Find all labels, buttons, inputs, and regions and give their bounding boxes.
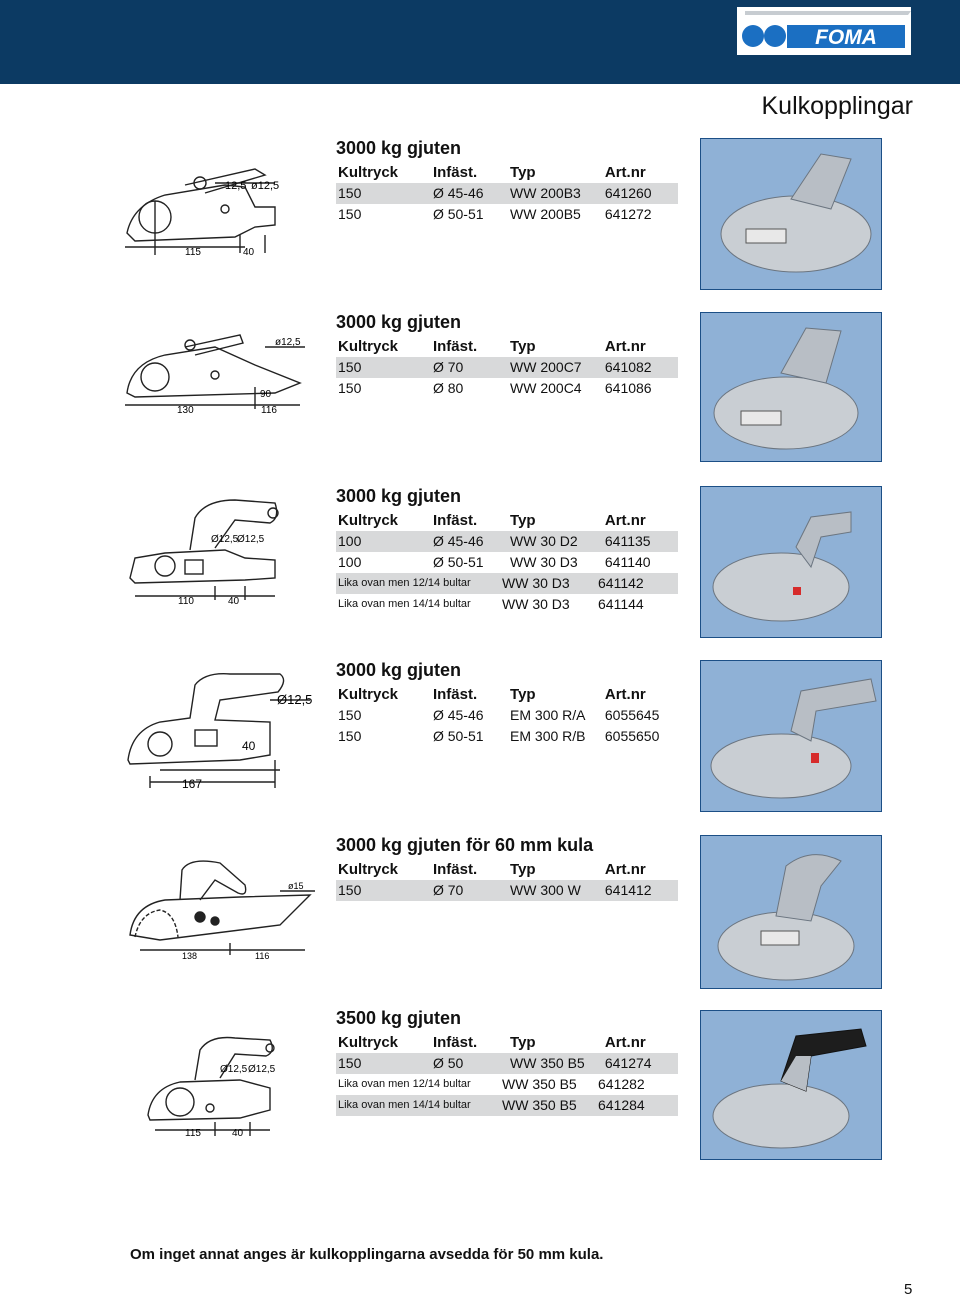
drawing-dim: 115 <box>185 1128 201 1139</box>
col-infast: Infäst. <box>432 164 478 181</box>
drawing-dim: 40 <box>242 739 256 753</box>
table-header: Kultryck Infäst. Typ Art.nr <box>338 512 646 529</box>
technical-drawing-3 <box>125 488 290 608</box>
drawing-dim: 90 <box>260 389 272 400</box>
product-section-2 <box>336 308 678 399</box>
product-section-5 <box>336 831 678 901</box>
drawing-dim: 12,5 <box>225 180 247 192</box>
drawing-dim: 138 <box>182 951 198 961</box>
table-row: 150 Ø 45-46 EM 300 R/A 6055645 <box>338 707 660 723</box>
table-header: Kultryck Infäst. Typ Art.nr <box>338 338 646 355</box>
drawing-dim: Ø12,5 <box>248 1064 276 1075</box>
product-photo-3 <box>700 486 882 638</box>
technical-drawing-2 <box>115 325 310 420</box>
header-bar <box>0 0 960 84</box>
drawing-dim: ø12,5 <box>251 180 280 192</box>
table-header: Kultryck Infäst. Typ Art.nr <box>338 686 646 703</box>
table-row: Lika ovan men 14/14 bultar WW 30 D3 641144 <box>338 596 644 612</box>
col-typ: Typ <box>510 164 536 181</box>
drawing-dim: 40 <box>232 1128 244 1139</box>
section-title: 3500 kg gjuten <box>336 1008 462 1028</box>
product-photo-5 <box>700 835 882 989</box>
table-row: 150 Ø 70 WW 200C7 641082 <box>336 357 678 378</box>
product-section-6 <box>336 1004 678 1116</box>
drawing-dim: Ø12,5 <box>220 1064 248 1075</box>
col-artnr: Art.nr <box>604 164 646 181</box>
section-title: 3000 kg gjuten <box>336 660 462 680</box>
table-row: 100 Ø 50-51 WW 30 D3 641140 <box>338 554 651 570</box>
drawing-dim: 116 <box>255 951 270 961</box>
table-header: Kultryck Infäst. Typ Art.nr <box>338 861 646 878</box>
product-photo-4 <box>700 660 882 812</box>
table-row: 150 Ø 50 WW 350 B5 641274 <box>336 1053 678 1074</box>
foma-logo <box>735 5 913 57</box>
technical-drawing-4 <box>120 660 320 795</box>
drawing-dim: Ø12,5 <box>277 692 313 707</box>
table-row: 100 Ø 45-46 WW 30 D2 641135 <box>336 531 678 552</box>
table-row: 150 Ø 70 WW 300 W 641412 <box>336 880 678 901</box>
table-row: Lika ovan men 12/14 bultar WW 30 D3 641142 <box>336 573 678 594</box>
technical-drawing-6 <box>140 1030 290 1140</box>
table-row: 150 Ø 50-51 WW 200B5 641272 <box>338 206 652 222</box>
table-row: 150 Ø 45-46 WW 200B3 641260 <box>336 183 678 204</box>
page-number: 5 <box>904 1281 913 1298</box>
technical-drawing-5 <box>120 855 320 965</box>
section-title: 3000 kg gjuten <box>336 312 462 332</box>
drawing-dim: ø15 <box>288 881 304 891</box>
drawing-dim: ø12,5 <box>275 337 301 348</box>
product-section-3 <box>336 482 678 615</box>
table-header: Kultryck Infäst. Typ Art.nr <box>338 1034 646 1051</box>
col-kultryck: Kultryck <box>338 164 399 181</box>
product-photo-6 <box>700 1010 882 1160</box>
table-header <box>336 162 678 183</box>
section-title: 3000 kg gjuten för 60 mm kula <box>336 835 594 855</box>
table-row: Lika ovan men 14/14 bultar WW 350 B5 641284 <box>336 1095 678 1116</box>
technical-drawing-1 <box>115 155 290 265</box>
drawing-dim: 167 <box>182 777 203 791</box>
section-title: 3000 kg gjuten <box>336 138 462 158</box>
page-title: Kulkopplingar <box>761 92 913 120</box>
drawing-dim: 116 <box>261 405 277 416</box>
table-row: 150 Ø 80 WW 200C4 641086 <box>338 380 652 396</box>
drawing-dim: 40 <box>243 247 255 258</box>
brand-wordmark: FOMA <box>815 26 877 49</box>
table-row: 150 Ø 50-51 EM 300 R/B 6055650 <box>338 728 660 744</box>
product-photo-2 <box>700 312 882 462</box>
product-section-1 <box>336 134 678 225</box>
drawing-dim: 40 <box>228 596 240 607</box>
drawing-dim: 110 <box>178 596 194 607</box>
drawing-dim: Ø12,5 <box>211 534 239 545</box>
product-section-4 <box>336 656 678 747</box>
drawing-dim: 130 <box>177 405 194 416</box>
footer-note: Om inget annat anges är kulkopplingarna avsedda för 50 mm kula. <box>130 1246 604 1263</box>
table-row: Lika ovan men 12/14 bultar WW 350 B5 641282 <box>338 1076 645 1092</box>
section-title: 3000 kg gjuten <box>336 486 462 506</box>
product-photo-1 <box>700 138 882 290</box>
drawing-dim: Ø12,5 <box>237 534 265 545</box>
drawing-dim: 115 <box>185 247 201 258</box>
